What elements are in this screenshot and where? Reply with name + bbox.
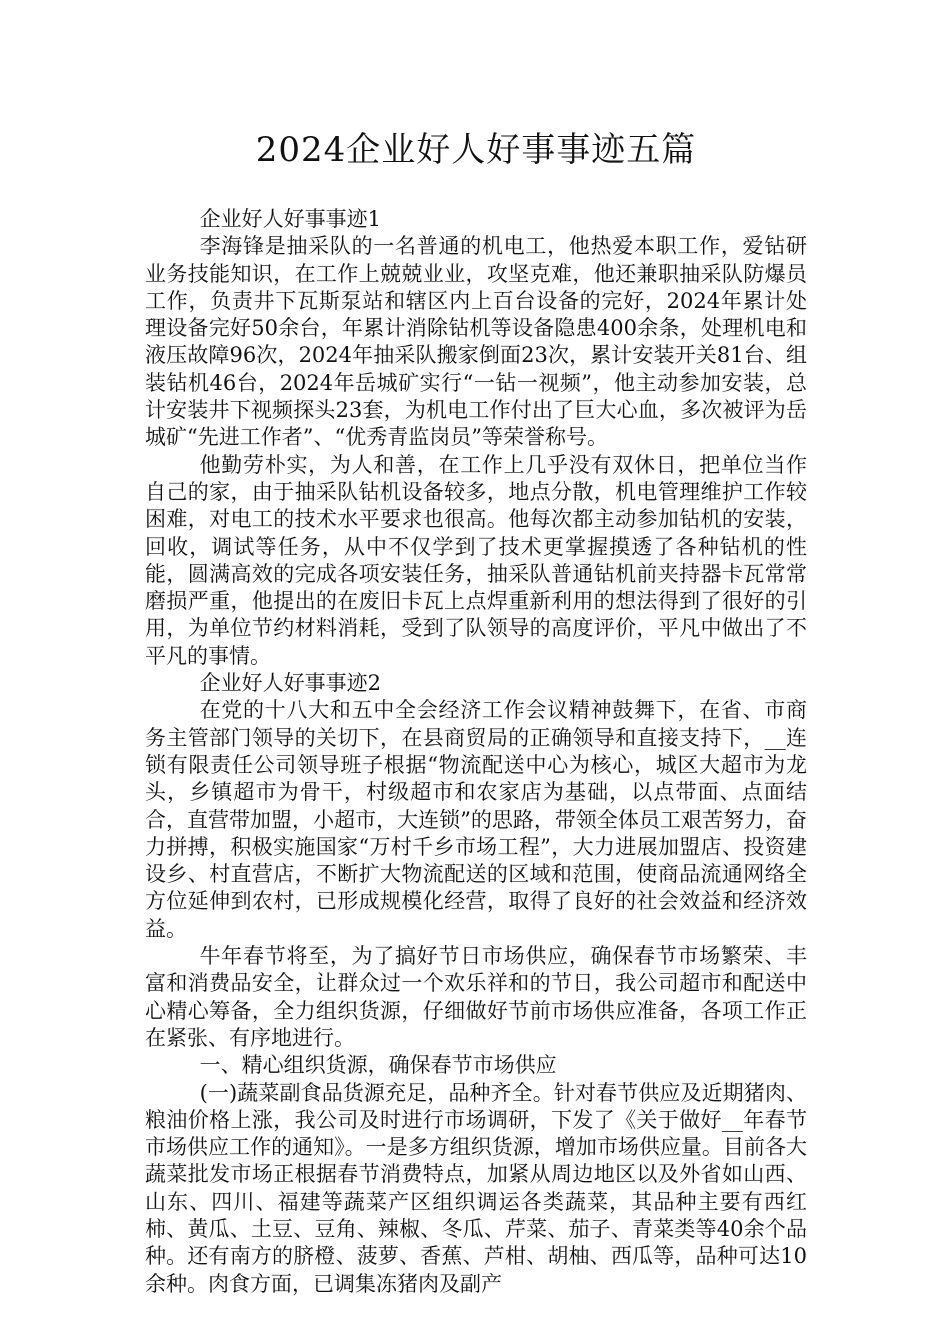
subheading-1: 一、精心组织货源，确保春节市场供应: [199, 1053, 557, 1078]
paragraph-1: 李海锋是抽采队的一名普通的机电工，他热爱本职工作，爱钻研业务技能知识，在工作上兢兢业业，攻坚克难，他还兼职抽采队防爆员工作，负责井下瓦斯泵站和辖区内上百台设备的完好，2024年累计处理设备完好50余台，年累计消除钻机等设备隐患400余条，处理机电和液压故障96次，2024年抽采队搬家倒面23次，累计安装开关81台、组装钻机46台，2024年岳城矿实行“一钻一视频”，他主动参加安装，总计安装井下视频探头23套，为机电工作付出了巨大心血，多次被评为岳城矿“先进工作者”、“优秀青监岗员”等荣誉称号。: [145, 234, 807, 450]
paragraph-2: 他勤劳朴实，为人和善，在工作上几乎没有双休日，把单位当作自己的家，由于抽采队钻机设备较多，地点分散，机电管理维护工作较困难，对电工的技术水平要求也很高。他每次都主动参加钻机的安装，回收，调试等任务，从中不仅学到了技术更掌握摸透了各种钻机的性能，圆满高效的完成各项安装任务，抽采队普通钻机前夹持器卡瓦常常磨损严重，他提出的在废旧卡瓦上点焊重新利用的想法得到了很好的引用，为单位节约材料消耗，受到了队领导的高度评价，平凡中做出了不平凡的事情。: [145, 452, 807, 668]
document-page: [145, 128, 807, 1298]
document-title: 2024企业好人好事事迹五篇: [255, 130, 697, 170]
section-heading-2: 企业好人好事事迹2: [199, 671, 381, 696]
paragraph-3: 在党的十八大和五中全会经济工作会议精神鼓舞下，在省、市商务主管部门领导的关切下，在县商贸局的正确领导和直接支持下，__连锁有限责任公司领导班子根据“物流配送中心为核心，城区大超市为龙头，乡镇超市为骨干，村级超市和农家店为基础，以点带面、点面结合，直营带加盟，小超市，大连锁”的思路，带领全体员工艰苦努力，奋力拼搏，积极实施国家“万村千乡市场工程”，大力进展加盟店、投资建设乡、村直营店，不断扩大物流配送的区域和范围，使商品流通网络全方位延伸到农村，已形成规模化经营，取得了良好的社会效益和经济效益。: [145, 698, 807, 941]
paragraph-4: 牛年春节将至，为了搞好节日市场供应，确保春节市场繁荣、丰富和消费品安全，让群众过一个欢乐祥和的节日，我公司超市和配送中心精心筹备，全力组织货源，仔细做好节前市场供应准备，各项工作正在紧张、有序地进行。: [145, 944, 807, 1050]
section-heading-1: 企业好人好事事迹1: [199, 207, 381, 231]
paragraph-5: (一)蔬菜副食品货源充足，品种齐全。针对春节供应及近期猪肉、粮油价格上涨，我公司及时进行市场调研，下发了《关于做好__年春节市场供应工作的通知》。一是多方组织货源，增加市场供应量。目前各大蔬菜批发市场正根据春节消费特点，加紧从周边地区以及外省如山西、山东、四川、福建等蔬菜产区组织调运各类蔬菜，其品种主要有西红柿、黄瓜、土豆、豆角、辣椒、冬瓜、芹菜、茄子、青菜类等40余个品种。还有南方的脐橙、菠萝、香蕉、芦柑、胡柚、西瓜等，品种可达10余种。肉食方面，已调集冻猪肉及副产: [145, 1080, 807, 1296]
